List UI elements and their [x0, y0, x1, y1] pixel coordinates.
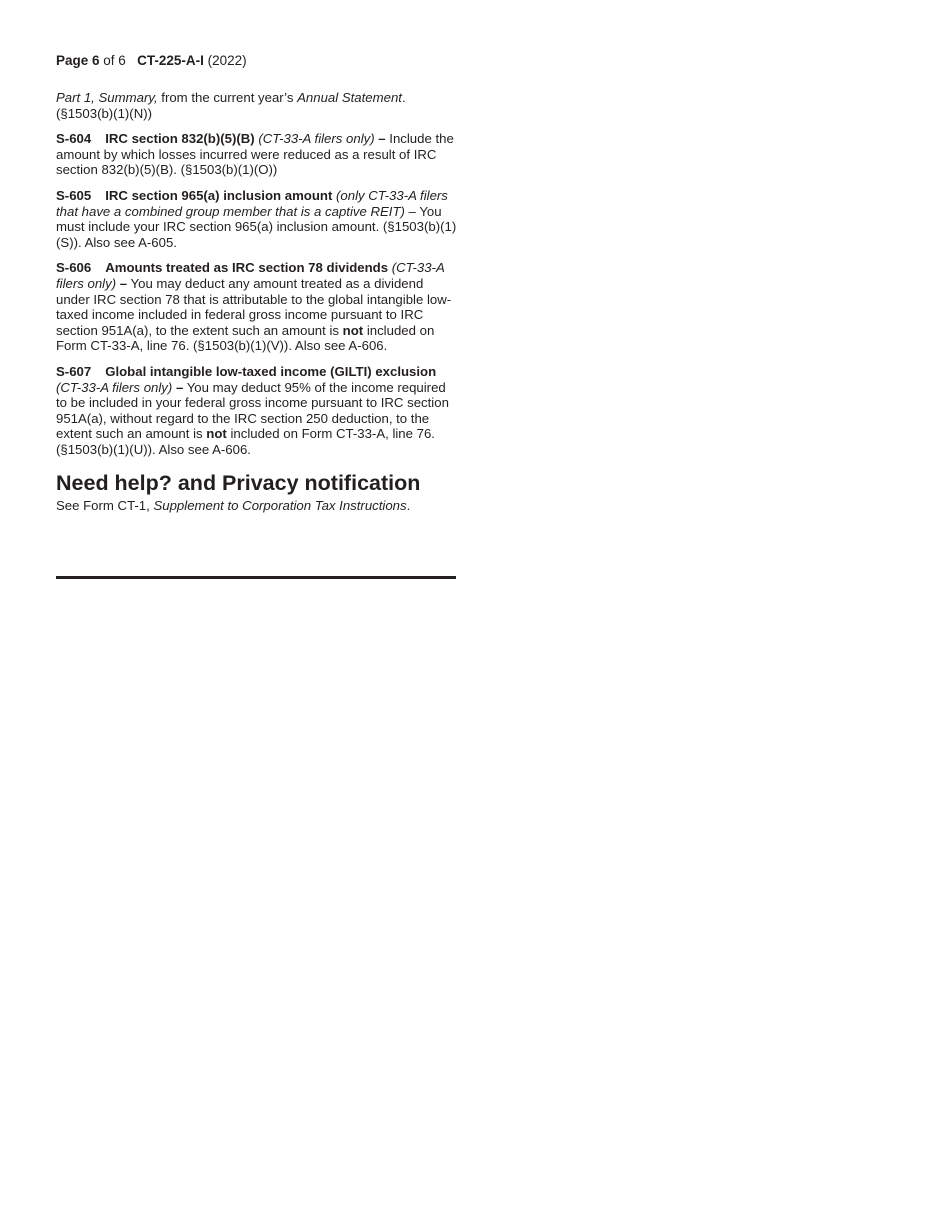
line-text-end: included on Form CT-33-A, line 76. (§1503(b)(1)(V)). Also see A-606.: [56, 322, 435, 354]
line-dash: –: [374, 131, 386, 147]
emphasis-not: not: [206, 426, 227, 442]
continuation-paragraph: [56, 90, 458, 121]
line-title: IRC section 832(b)(5)(B): [105, 131, 255, 147]
form-id: CT-225-A-I: [137, 53, 204, 68]
end-rule-divider: [56, 576, 456, 579]
help-text-end: .: [406, 498, 411, 514]
emphasis-not: not: [342, 322, 364, 338]
s604-paragraph: [56, 131, 458, 178]
help-text: See Form CT-1,: [56, 498, 154, 514]
line-qualifier: (CT-33-A filers only): [56, 379, 173, 395]
s607-paragraph: [56, 364, 458, 458]
line-code: S-605: [56, 187, 92, 203]
cont-text-1: from the current year’s: [157, 90, 298, 105]
page-header: [56, 53, 247, 69]
instructions-column: [56, 90, 458, 524]
line-text: Include the amount by which losses incurred were reduced as a result of IRC section 832(b)(5)(B). (§1503(b)(1)(O)): [56, 131, 454, 178]
line-code: S-604: [56, 131, 92, 147]
line-text-end: included on Form CT-33-A, line 76.(§1503(b)(1)(U)). Also see A-606.: [56, 426, 435, 457]
cont-italic-1: Part 1, Summary,: [56, 90, 158, 105]
line-text: – You must include your IRC section 965(a) inclusion amount. (§1503(b)(1)(S)). Also see A-605.: [56, 203, 457, 250]
s605-paragraph: [56, 188, 458, 250]
page-number: Page 6: [56, 53, 100, 68]
s606-paragraph: [56, 260, 458, 354]
line-dash: –: [116, 275, 128, 291]
line-dash: –: [172, 379, 184, 395]
line-title: Amounts treated as IRC section 78 dividends: [105, 260, 389, 276]
page-total: of 6: [103, 53, 126, 68]
line-qualifier: (CT-33-A filers only): [56, 260, 445, 291]
line-qualifier: (CT-33-A filers only): [254, 131, 375, 147]
line-title: Global intangible low-taxed income (GILTI) exclusion: [105, 363, 437, 379]
line-qualifier: (only CT-33-A filers that have a combined group member that is a captive REIT): [56, 187, 448, 219]
line-code: S-606: [56, 260, 92, 276]
line-text: You may deduct any amount treated as a dividend under IRC section 78 that is attributable to the global intangible low-taxed income included in federal gross income pursuant to IRC section 951A(a), to the extent such an amount is: [56, 275, 452, 338]
help-publication-title: Supplement to Corporation Tax Instructions: [153, 498, 407, 514]
form-year: (2022): [207, 53, 247, 68]
line-code: S-607: [56, 363, 92, 379]
line-text: You may deduct 95% of the income required to be included in your federal gross income pursuant to IRC section 951A(a), without regard to the IRC section 250 deduction, to the extent such an amount is: [56, 379, 449, 442]
line-title: IRC section 965(a) inclusion amount: [105, 187, 333, 203]
cont-text-2: . (§1503(b)(1)(N)): [56, 90, 406, 121]
help-paragraph: [56, 498, 458, 514]
cont-italic-2: Annual Statement: [297, 90, 402, 105]
help-heading: Need help? and Privacy notification: [56, 471, 421, 496]
